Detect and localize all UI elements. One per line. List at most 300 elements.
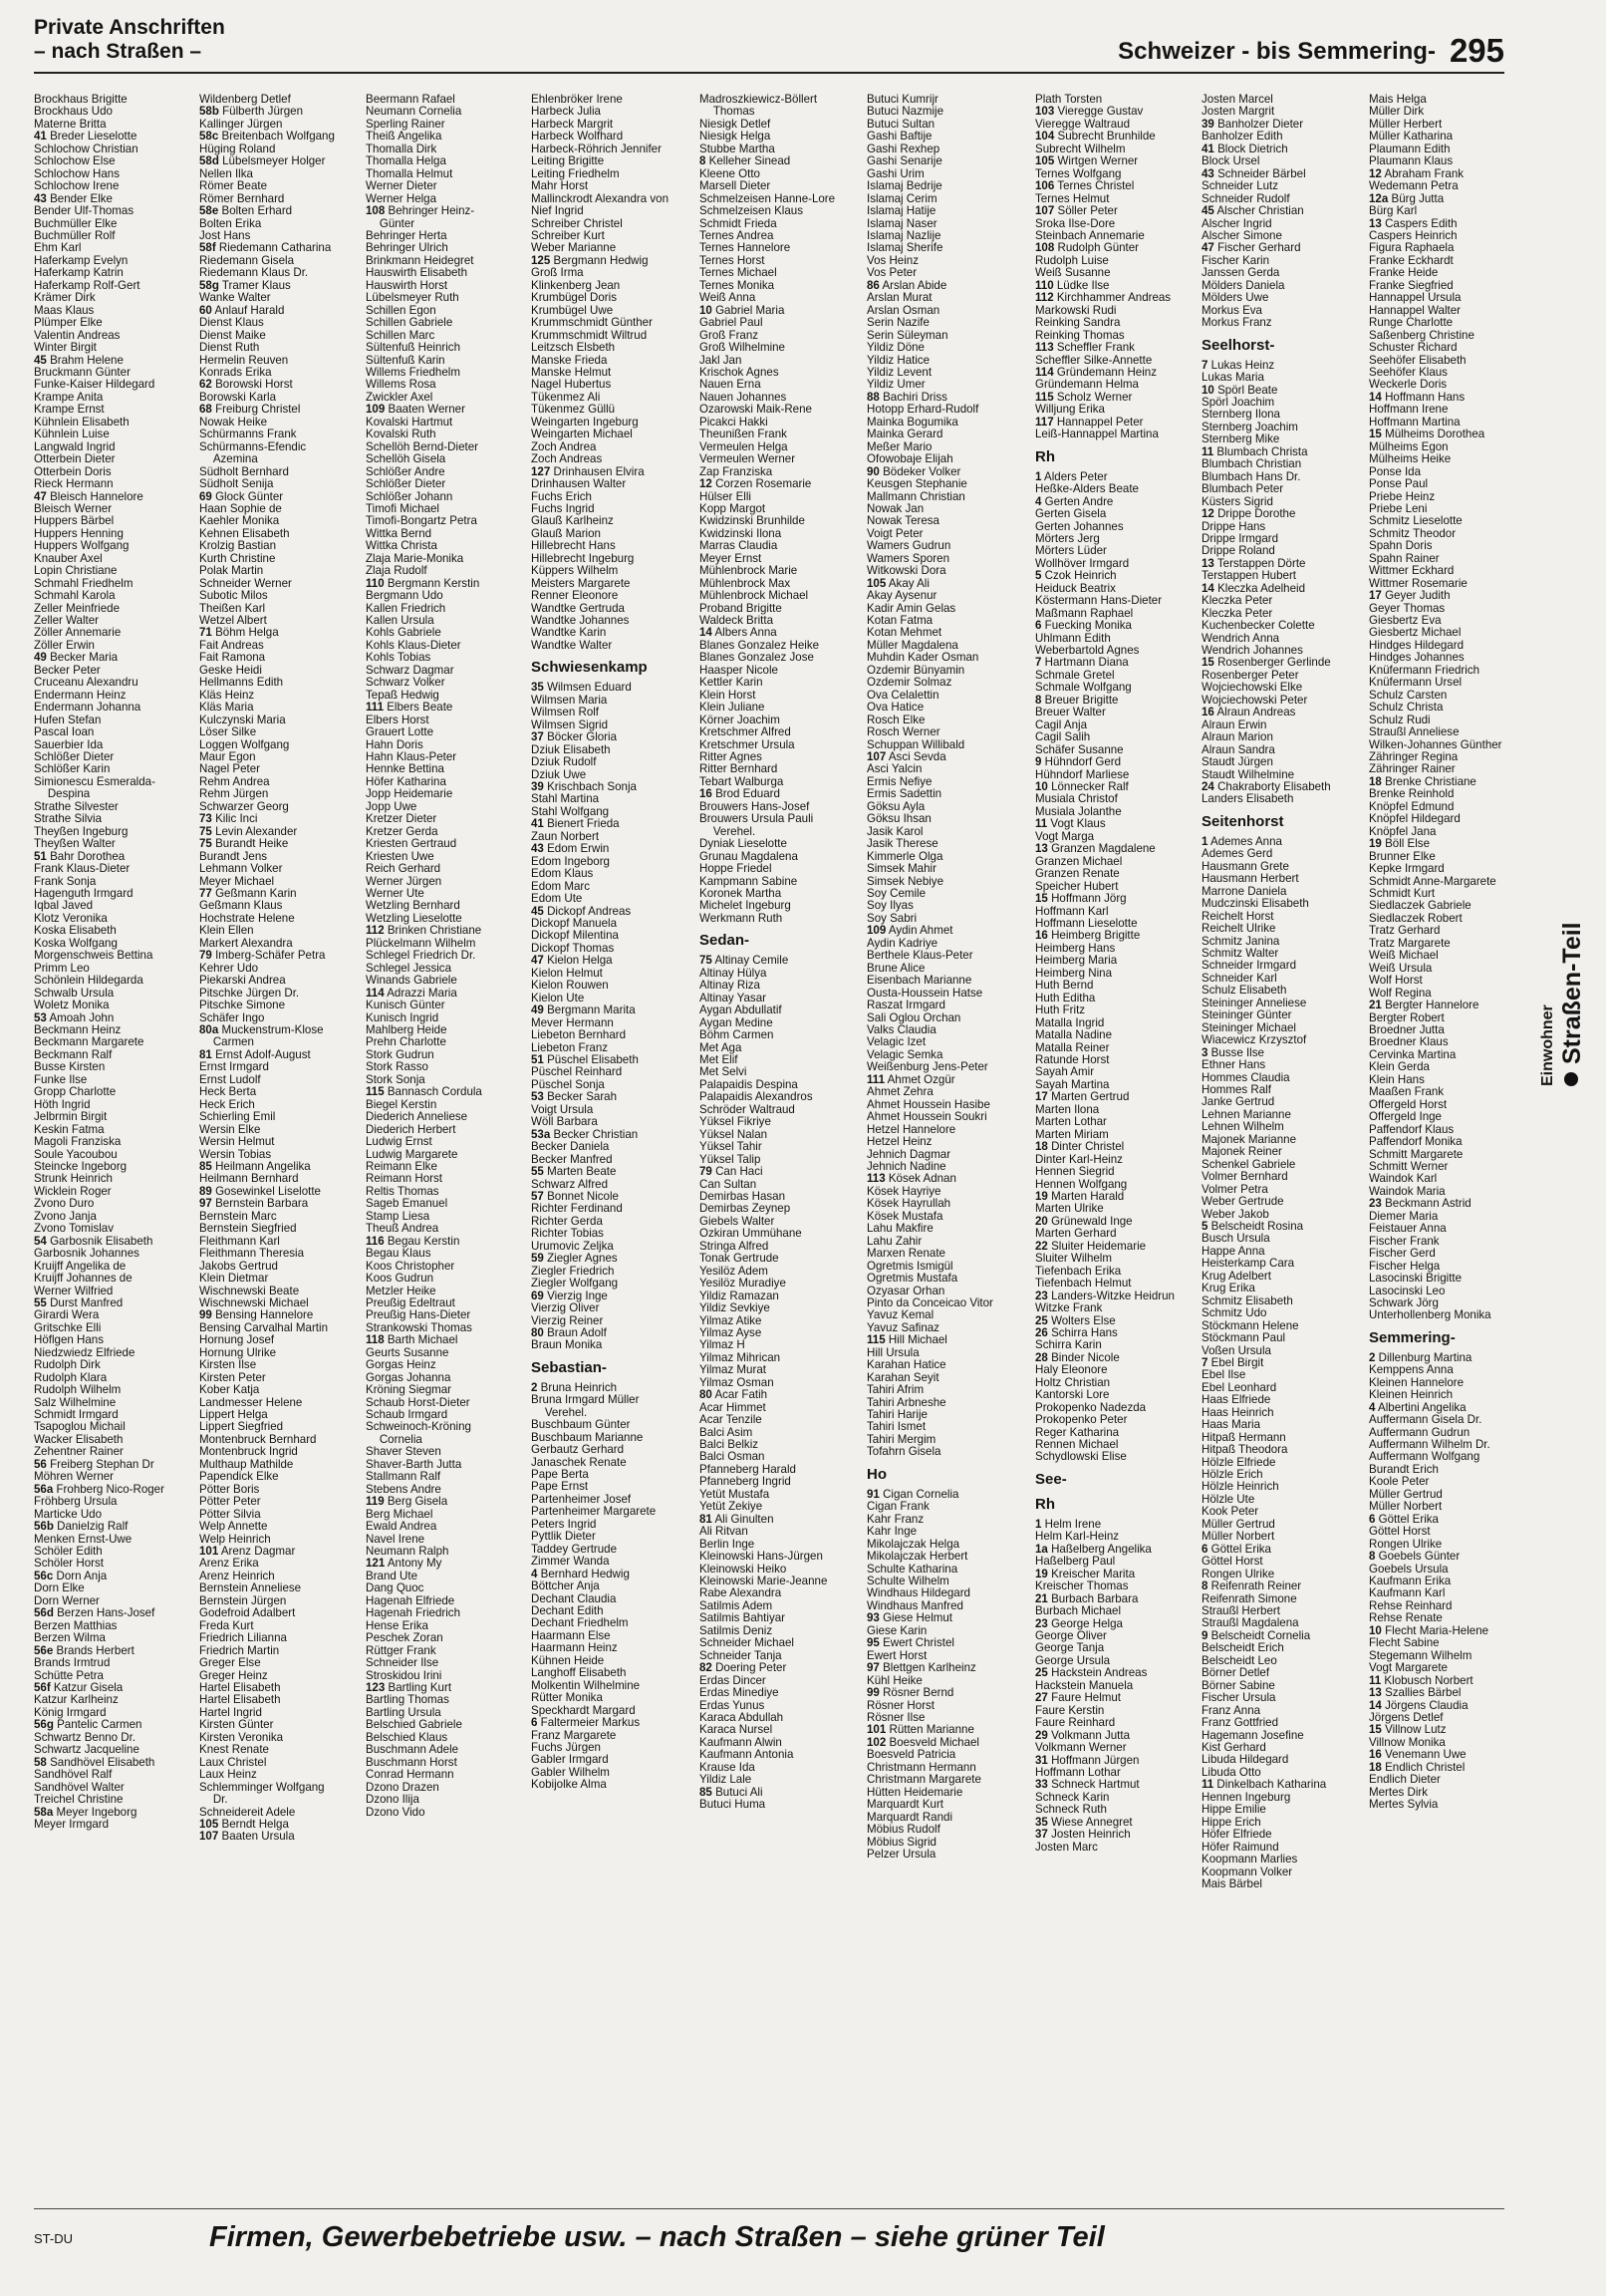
resident-entry — [199, 540, 357, 552]
resident-entry — [1035, 1066, 1193, 1078]
house-number: 69 — [531, 1290, 544, 1302]
resident-name: Kettler Karin — [699, 677, 763, 690]
resident-entry — [1369, 726, 1512, 738]
resident-name: Auffermann Wolfgang — [1369, 1451, 1480, 1464]
resident-name: Wojciechowski Elke — [1202, 682, 1303, 695]
resident-name: Jakobs Gertrud — [199, 1260, 278, 1273]
resident-name: Preußig Edeltraut — [366, 1296, 455, 1309]
resident-name: Mülheims Egon — [1369, 440, 1449, 453]
resident-entry — [199, 925, 357, 937]
resident-name: Schwartz Jacqueline — [34, 1744, 139, 1757]
resident-entry — [699, 763, 857, 775]
resident-entry — [366, 1286, 523, 1297]
resident-entry — [34, 1334, 191, 1346]
resident-name: Rehse Reinhard — [1369, 1599, 1453, 1612]
resident-entry — [867, 1564, 1024, 1576]
resident-entry — [1035, 670, 1193, 682]
resident-name: Mühlenbrock Michael — [699, 590, 809, 603]
resident-name: Marras Claudia — [699, 540, 778, 553]
resident-name: Bödeker Volker — [883, 465, 961, 478]
house-number: 75 — [199, 825, 212, 838]
resident-entry — [699, 1762, 857, 1774]
resident-entry — [531, 94, 688, 106]
resident-entry — [531, 1655, 688, 1667]
resident-entry — [34, 94, 191, 106]
resident-name: Werner Ute — [366, 888, 424, 900]
resident-name: Binder Nicole — [1051, 1351, 1120, 1364]
resident-name: Edom Klaus — [531, 868, 594, 881]
resident-entry — [366, 1632, 523, 1644]
resident-entry — [1202, 94, 1359, 106]
resident-entry — [531, 1166, 688, 1178]
resident-name: Söller Peter — [1057, 205, 1118, 218]
resident-name: Müller Herbert — [1369, 118, 1443, 131]
resident-entry — [34, 1819, 191, 1831]
resident-name: Hoffmann Hans — [1385, 391, 1466, 404]
resident-name: Yüksel Nalan — [699, 1128, 768, 1141]
resident-entry — [366, 1484, 523, 1496]
resident-name: Ahmet Houssein Soukri — [867, 1111, 987, 1124]
resident-name: Wandtke Gertruda — [531, 602, 625, 615]
resident-name: Wetzling Lieselotte — [366, 912, 462, 925]
resident-name: Ponse Paul — [1369, 478, 1429, 491]
house-number: 91 — [867, 1488, 880, 1501]
house-number: 53a — [531, 1128, 551, 1141]
resident-name: Werner Dieter — [366, 180, 437, 193]
resident-entry — [366, 876, 523, 888]
house-number: 37 — [531, 731, 544, 744]
resident-entry — [1035, 1402, 1193, 1414]
resident-entry — [1202, 1866, 1359, 1878]
house-number: 4 — [531, 1568, 538, 1580]
resident-entry — [531, 1432, 688, 1444]
resident-name: Imberg-Schäfer Petra — [215, 950, 326, 963]
resident-name: Mais Bärbel — [1202, 1877, 1262, 1890]
resident-name: Ternes Michael — [699, 267, 777, 280]
resident-entry — [699, 980, 857, 992]
resident-entry — [1202, 521, 1359, 533]
resident-name: Hackstein Andreas — [1051, 1667, 1148, 1680]
house-number: 12 — [1369, 167, 1382, 180]
resident-entry — [1035, 1253, 1193, 1265]
resident-name: Zöller Erwin — [34, 639, 95, 652]
resident-entry — [199, 1273, 357, 1285]
resident-entry — [1369, 94, 1512, 106]
resident-name: Buschbaum Marianne — [531, 1431, 644, 1444]
resident-name: Tahiri Ismet — [867, 1421, 927, 1434]
resident-entry — [366, 453, 523, 465]
resident-name: Zehentner Rainer — [34, 1446, 124, 1459]
resident-name: Kretschmer Ursula — [699, 738, 795, 751]
resident-entry — [366, 1136, 523, 1148]
resident-name: Tahiri Afrim — [867, 1384, 925, 1397]
resident-entry — [366, 677, 523, 689]
resident-entry — [699, 739, 857, 751]
resident-entry — [1035, 267, 1193, 279]
resident-name: Kühnen Heide — [531, 1654, 605, 1667]
resident-entry — [867, 305, 1024, 317]
resident-entry — [34, 1099, 191, 1111]
resident-name: Bensing Hannelore — [215, 1309, 314, 1322]
resident-name: Gerten Johannes — [1035, 520, 1124, 533]
house-number: 9 — [1035, 756, 1042, 769]
resident-name: Kleene Otto — [699, 167, 760, 180]
resident-entry — [199, 1372, 357, 1384]
resident-entry — [366, 578, 523, 590]
resident-name: Pfanneberg Harald — [699, 1463, 796, 1476]
resident-entry — [531, 856, 688, 868]
resident-name: Wöll Barbara — [531, 1116, 598, 1129]
header-section-title: Private Anschriften — [34, 16, 225, 39]
resident-entry — [1035, 980, 1193, 992]
resident-name: Mühlenbrock Marie — [699, 565, 798, 578]
resident-name: Hotopp Erhard-Rudolf — [867, 404, 979, 417]
resident-name: Edom Erwin — [547, 843, 610, 856]
resident-name: Giesbertz Eva — [1369, 615, 1442, 628]
resident-name: Rehm Jürgen — [199, 788, 269, 801]
resident-name: Schlemminger Wolfgang — [199, 1781, 325, 1794]
resident-name: Wedemann Petra — [1369, 180, 1459, 193]
resident-name: Drinhausen Walter — [531, 478, 627, 491]
resident-entry — [531, 1315, 688, 1327]
resident-entry — [1369, 540, 1512, 552]
resident-entry — [199, 851, 357, 863]
resident-entry — [34, 1322, 191, 1334]
resident-entry — [1369, 131, 1512, 143]
resident-name: Vogt Margarete — [1369, 1662, 1448, 1675]
resident-name: Schneider Werner — [199, 577, 292, 590]
resident-name: Kleinen Hannelore — [1369, 1376, 1465, 1389]
resident-name: Vos Peter — [867, 267, 918, 280]
resident-entry — [366, 826, 523, 838]
resident-entry — [1202, 633, 1359, 645]
resident-entry — [1369, 1501, 1512, 1513]
resident-entry — [1202, 1705, 1359, 1717]
resident-entry — [199, 1236, 357, 1248]
resident-name: Kreischer Marita — [1051, 1568, 1136, 1580]
resident-name: Nagel Hubertus — [531, 379, 612, 392]
resident-name: Mikolajczak Helga — [867, 1538, 960, 1551]
resident-entry — [366, 230, 523, 242]
resident-entry — [531, 1116, 688, 1128]
resident-entry — [1202, 973, 1359, 985]
resident-entry — [1035, 1302, 1193, 1314]
resident-entry — [867, 1211, 1024, 1223]
resident-entry — [1035, 330, 1193, 342]
house-number: 80 — [531, 1326, 544, 1339]
resident-entry — [531, 144, 688, 155]
resident-name: Kwidzinski Brunhilde — [699, 515, 805, 528]
resident-entry — [1202, 372, 1359, 384]
resident-entry — [1202, 360, 1359, 372]
resident-entry — [531, 1605, 688, 1617]
house-number: 58c — [199, 131, 219, 144]
resident-entry — [699, 441, 857, 453]
resident-name: Schmitz Lieselotte — [1369, 515, 1463, 528]
resident-entry — [1369, 1675, 1512, 1687]
resident-entry — [531, 1617, 688, 1629]
resident-entry — [199, 180, 357, 192]
resident-name: Schneider Rudolf — [1202, 192, 1290, 205]
resident-entry — [1202, 1134, 1359, 1146]
resident-name: Weiß Ursula — [1369, 962, 1433, 975]
resident-entry — [699, 565, 857, 577]
house-number: 62 — [199, 379, 212, 392]
house-number: 116 — [366, 1235, 385, 1248]
resident-entry — [699, 863, 857, 875]
resident-entry — [366, 1049, 523, 1061]
resident-entry — [531, 627, 688, 639]
resident-name: Edom Marc — [531, 880, 591, 893]
resident-entry — [531, 1767, 688, 1779]
resident-entry — [1202, 1817, 1359, 1829]
resident-entry — [1035, 1544, 1193, 1556]
resident-name: Alscher Christian — [1216, 205, 1304, 218]
resident-name: Kühnlein Luise — [34, 429, 110, 441]
resident-name: Bolten Erhard — [221, 205, 293, 218]
resident-name: Hommes Ralf — [1202, 1083, 1271, 1096]
resident-name: Willems Rosa — [366, 379, 436, 392]
resident-name: Koos Gudrun — [366, 1273, 434, 1286]
resident-entry — [1202, 898, 1359, 910]
resident-name: Schmitz Walter — [1202, 948, 1279, 960]
resident-name: Schenkel Gabriele — [1202, 1158, 1296, 1171]
house-number: 90 — [867, 465, 880, 478]
resident-name: Karaca Nursel — [699, 1724, 773, 1737]
resident-entry — [531, 1382, 688, 1394]
resident-name: Loggen Wolfgang — [199, 738, 290, 751]
resident-entry — [1202, 1544, 1359, 1556]
resident-name: Cagil Salih — [1035, 731, 1091, 744]
resident-name: Wilmsen Sigrid — [531, 718, 609, 731]
resident-entry — [366, 975, 523, 987]
resident-entry — [1035, 881, 1193, 893]
house-number: 6 — [1369, 1513, 1376, 1526]
resident-name: Pape Ernst — [531, 1481, 589, 1494]
resident-name: Ova Celalettin — [867, 689, 939, 702]
resident-name: Rosenberger Peter — [1202, 669, 1299, 682]
resident-entry — [366, 292, 523, 304]
resident-entry — [34, 590, 191, 602]
resident-entry — [34, 801, 191, 813]
resident-entry — [199, 230, 357, 242]
resident-entry — [34, 131, 191, 143]
resident-entry — [867, 1650, 1024, 1662]
resident-name: Stahl Martina — [531, 793, 600, 806]
house-number: 10 — [699, 304, 712, 317]
resident-entry — [1202, 793, 1359, 805]
resident-entry — [867, 478, 1024, 490]
house-number: 18 — [1035, 1141, 1048, 1154]
resident-entry — [1202, 205, 1359, 217]
resident-name: Hill Ursula — [867, 1346, 920, 1359]
resident-name: Kampmann Sabine — [699, 875, 798, 888]
resident-name: Glock Günter — [215, 490, 284, 503]
resident-entry — [1202, 886, 1359, 898]
house-number: 23 — [1369, 1198, 1382, 1211]
resident-name: Hoffmann Lothar — [1035, 1767, 1121, 1779]
house-number: 99 — [867, 1687, 880, 1700]
resident-entry — [699, 876, 857, 888]
resident-entry — [34, 988, 191, 1000]
resident-entry — [34, 677, 191, 689]
resident-entry — [1035, 608, 1193, 620]
resident-entry — [867, 1501, 1024, 1513]
resident-name: Mikolajczak Herbert — [867, 1551, 968, 1564]
resident-name: Drippe Roland — [1202, 545, 1275, 558]
resident-name: Jehnich Dagmar — [867, 1148, 951, 1161]
resident-name: Ziegler Friedrich — [531, 1265, 615, 1278]
resident-entry — [1035, 242, 1193, 254]
resident-entry — [366, 491, 523, 503]
resident-entry — [699, 267, 857, 279]
resident-entry — [1035, 1315, 1193, 1327]
resident-name: Block Ursel — [1202, 155, 1260, 168]
resident-entry — [34, 1434, 191, 1446]
resident-entry — [1202, 985, 1359, 997]
resident-entry — [531, 1278, 688, 1290]
resident-entry — [366, 627, 523, 639]
resident-entry — [699, 404, 857, 416]
resident-entry — [366, 1124, 523, 1136]
resident-name: Sluiter Wilhelm — [1035, 1253, 1113, 1266]
resident-name: Schneider Tanja — [699, 1649, 782, 1662]
resident-entry — [699, 1327, 857, 1339]
resident-name: Stöckmann Paul — [1202, 1332, 1286, 1345]
resident-entry — [366, 615, 523, 627]
resident-name: Kohls Klaus-Dieter — [366, 639, 461, 652]
resident-entry — [1035, 1141, 1193, 1153]
resident-entry — [366, 242, 523, 254]
resident-entry — [1202, 1692, 1359, 1704]
street-heading: Seelhorst- — [1202, 336, 1275, 354]
resident-name: Dinter Karl-Heinz — [1035, 1153, 1123, 1166]
resident-name: Ahmet Özgür — [887, 1073, 955, 1086]
resident-entry — [34, 1136, 191, 1148]
resident-name: Theyßen Ingeburg — [34, 825, 129, 838]
resident-entry — [867, 988, 1024, 1000]
resident-name: Libuda Hildegard — [1202, 1754, 1289, 1767]
resident-name: Gabler Wilhelm — [531, 1766, 610, 1779]
resident-entry — [199, 144, 357, 155]
resident-name: Schlochow Christian — [34, 143, 138, 155]
house-number: 39 — [1202, 118, 1214, 131]
resident-entry — [699, 242, 857, 254]
house-number: 55 — [531, 1166, 544, 1179]
resident-entry — [199, 702, 357, 714]
resident-entry — [531, 355, 688, 367]
resident-entry — [1035, 1742, 1193, 1754]
resident-entry — [1369, 342, 1512, 354]
resident-entry — [1035, 968, 1193, 980]
resident-name: George Ursula — [1035, 1654, 1111, 1667]
resident-name: Lehnen Marianne — [1202, 1108, 1291, 1121]
house-number: 23 — [1035, 1617, 1048, 1630]
resident-entry — [1369, 1061, 1512, 1073]
resident-name: Marxen Renate — [867, 1248, 945, 1261]
resident-name: Markert Alexandra — [199, 937, 293, 950]
resident-entry — [867, 801, 1024, 813]
resident-entry — [1202, 1084, 1359, 1096]
house-number: 8 — [699, 155, 706, 168]
resident-name: Krumbügel Doris — [531, 292, 618, 305]
resident-name: Schneider Irmgard — [1202, 960, 1297, 973]
house-number: 41 — [1202, 143, 1214, 155]
resident-name: Strunk Heinrich — [34, 1173, 113, 1186]
resident-name: Albertini Angelika — [1378, 1401, 1467, 1414]
resident-name: Stahl Wolfgang — [531, 805, 610, 818]
resident-name: Kober Katja — [199, 1384, 260, 1397]
resident-entry — [531, 682, 688, 694]
resident-entry — [531, 429, 688, 440]
resident-name: Schwarzer Georg — [199, 800, 289, 813]
resident-name: Begau Kerstin — [387, 1235, 460, 1248]
resident-name: Picakci Hakki — [699, 416, 768, 429]
resident-entry — [1369, 1086, 1512, 1098]
resident-name: Hühndorf Marliese — [1035, 768, 1130, 781]
resident-name: Zwickler Axel — [366, 391, 433, 404]
resident-entry — [1369, 267, 1512, 279]
resident-name: Klotz Veronika — [34, 912, 108, 925]
resident-name: Kehnen Elisabeth — [199, 527, 290, 540]
resident-entry — [199, 1632, 357, 1644]
resident-entry — [1202, 1357, 1359, 1369]
resident-entry — [1369, 515, 1512, 527]
resident-entry — [1035, 558, 1193, 570]
resident-name: Kirsten Peter — [199, 1371, 266, 1384]
resident-entry — [1202, 1196, 1359, 1208]
resident-name: Rudolph Luise — [1035, 254, 1109, 267]
resident-entry — [699, 205, 857, 217]
resident-entry — [1035, 1327, 1193, 1339]
resident-entry — [366, 702, 523, 714]
resident-name: Haferkamp Rolf-Gert — [34, 279, 140, 292]
resident-name: Erdas Minediye — [699, 1687, 779, 1700]
house-number: 16 — [1202, 707, 1214, 719]
resident-name: Gashi Rexhep — [867, 143, 940, 155]
resident-name: Schürmanns Frank — [199, 429, 297, 441]
resident-name: Auffermann Gudrun — [1369, 1426, 1471, 1439]
resident-entry — [199, 1534, 357, 1546]
resident-entry — [1202, 1494, 1359, 1506]
resident-entry — [867, 1625, 1024, 1637]
house-number: 119 — [366, 1496, 385, 1509]
resident-name: Libuda Otto — [1202, 1766, 1261, 1779]
house-number: 6 — [1202, 1543, 1208, 1556]
resident-name: Weingarten Ingeburg — [531, 416, 639, 429]
resident-entry — [1035, 806, 1193, 818]
resident-name: Hennen Siegrid — [1035, 1166, 1115, 1179]
resident-name: Michelet Ingeburg — [699, 900, 791, 913]
resident-entry — [1369, 851, 1512, 863]
resident-entry — [34, 429, 191, 440]
resident-name: Windhaus Manfred — [867, 1599, 963, 1612]
resident-name: Kist Gerhard — [1202, 1742, 1266, 1754]
resident-entry — [867, 1799, 1024, 1811]
resident-entry — [34, 193, 191, 205]
resident-name: Haferkamp Evelyn — [34, 254, 129, 267]
house-number: 47 — [1202, 242, 1214, 255]
resident-entry — [699, 1749, 857, 1761]
resident-entry — [1369, 1749, 1512, 1761]
resident-name: Tramer Klaus — [221, 279, 291, 292]
resident-entry — [199, 1521, 357, 1533]
resident-name: Zvono Janja — [34, 1210, 97, 1223]
resident-entry — [1202, 1804, 1359, 1816]
resident-entry — [366, 267, 523, 279]
resident-name: Wojciechowski Peter — [1202, 694, 1308, 707]
resident-name: Kadir Amin Gelas — [867, 602, 956, 615]
